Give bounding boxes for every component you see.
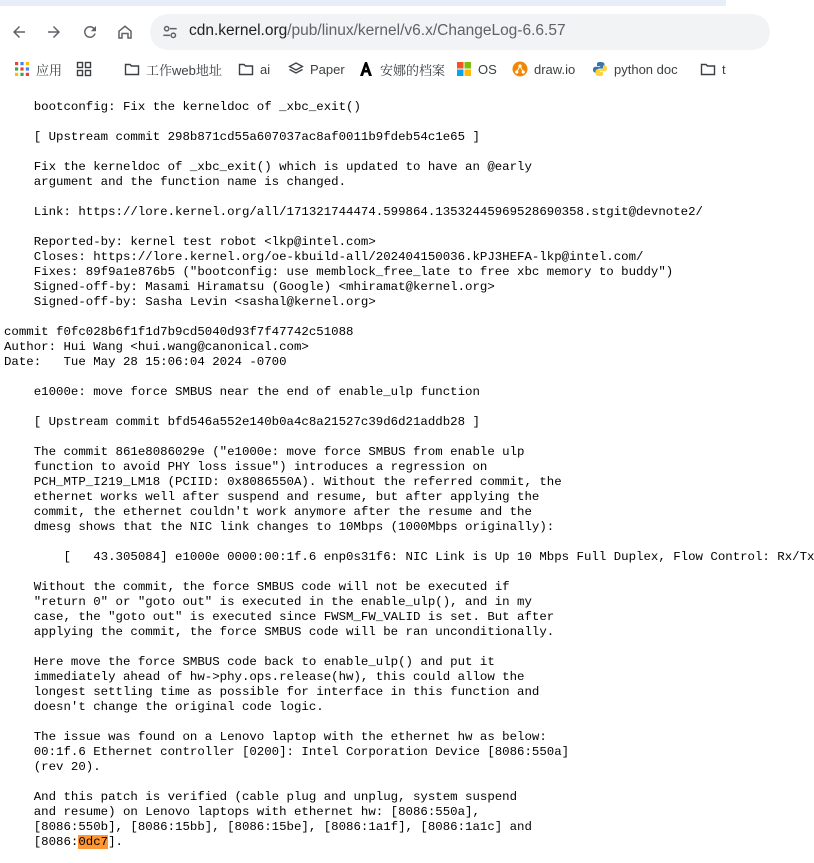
changelog-line: [ Upstream commit 298b871cd55a607037ac8af0011b9fdeb54c1e65 ] (33, 130, 480, 144)
changelog-line: Signed-off-by: Sasha Levin <sashal@kernel.org> (33, 295, 376, 309)
navigation-bar (0, 10, 726, 54)
windows-logo-icon (456, 61, 472, 77)
changelog-line: PCH_MTP_I219_LM18 (PCIID: 0x8086550A). Without the referred commit, the (33, 475, 562, 489)
bookmark-label: t (722, 61, 726, 77)
changelog-line: doesn't change the original code logic. (33, 700, 324, 714)
bookmark-folder-work[interactable] (124, 58, 222, 80)
bookmarks-bar (0, 56, 726, 82)
changelog-line: Without the commit, the force SMBUS code will not be executed if (33, 580, 510, 594)
bookmark-label: draw.io (534, 61, 576, 77)
bookmark-annas-archive[interactable] (358, 58, 445, 80)
arrow-left-icon (10, 23, 28, 41)
bookmark-label: ai (260, 61, 271, 77)
folder-icon (700, 61, 716, 77)
browser-chrome (0, 0, 726, 94)
changelog-line: Signed-off-by: Masami Hiramatsu (Google) <mhiramat@kernel.org> (33, 280, 495, 294)
changelog-last-line: [8086:0dc7]. (4, 835, 123, 849)
changelog-line: dmesg shows that the NIC link changes to 10Mbps (1000Mbps originally): (33, 520, 555, 534)
changelog-line: ethernet works well after suspend and resume, but after applying the (33, 490, 540, 504)
page-content (0, 94, 814, 863)
home-icon (116, 23, 134, 41)
bookmark-label: python doc (614, 61, 678, 77)
changelog-line: Fix the kerneldoc of _xbc_exit() which is updated to have an @early (33, 160, 532, 174)
tab-groups-icon (76, 61, 92, 77)
bookmark-label: OS (478, 61, 497, 77)
changelog-line: longest settling time as possible for interface in this function and (33, 685, 540, 699)
bookmark-os[interactable] (456, 58, 497, 80)
changelog-text (0, 94, 814, 850)
changelog-line: "return 0" or "goto out" is executed in the enable_ulp(), and in my (33, 595, 532, 609)
find-highlight: 0dc7 (78, 835, 109, 849)
changelog-line: [ Upstream commit bfd546a552e140b0a4c8a21527c39d6d21addb28 ] (33, 415, 480, 429)
bookmark-python-doc[interactable] (592, 58, 678, 80)
arrow-right-icon (45, 23, 63, 41)
site-info-icon[interactable] (160, 22, 180, 42)
bookmark-label: 安娜的档案 (380, 62, 446, 78)
changelog-line: Link: https://lore.kernel.org/all/171321744474.599864.13532445969528690358.stgit@devnote2/ (33, 205, 703, 219)
letter-a-icon (358, 61, 374, 77)
changelog-line: (rev 20). (33, 760, 101, 774)
drawio-icon (512, 61, 528, 77)
changelog-line: [8086:550b], [8086:15bb], [8086:15be], [8086:1a1f], [8086:1a1c] and (33, 820, 532, 834)
changelog-line: argument and the function name is changed. (33, 175, 347, 189)
bookmark-label: Paper (310, 61, 345, 77)
changelog-line: Date: Tue May 28 15:06:04 2024 -0700 (4, 355, 287, 369)
changelog-line: Closes: https://lore.kernel.org/oe-kbuild-all/202404150036.kPJ3HEFA-lkp@intel.com/ (33, 250, 644, 264)
changelog-line: Reported-by: kernel test robot <lkp@intel.com> (33, 235, 376, 249)
bookmark-label: 工作web地址 (146, 62, 222, 78)
bookmark-tab-groups[interactable] (76, 58, 98, 80)
changelog-line: 00:1f.6 Ethernet controller [0200]: Intel Corporation Device [8086:550a] (33, 745, 570, 759)
forward-button[interactable] (38, 16, 70, 48)
bookmark-paper[interactable] (288, 58, 345, 80)
changelog-line: e1000e: move force SMBUS near the end of enable_ulp function (33, 385, 480, 399)
changelog-line: Fixes: 89f9a1e876b5 ("bootconfig: use memblock_free_late to free xbc memory to buddy") (33, 265, 674, 279)
url-path: /pub/linux/kernel/v6.x/ChangeLog-6.6.57 (287, 22, 566, 39)
changelog-line: immediately ahead of hw->phy.ops.release(hw), this could allow the (33, 670, 525, 684)
back-button[interactable] (3, 16, 35, 48)
bookmark-drawio[interactable] (512, 58, 575, 80)
layers-icon (288, 61, 304, 77)
changelog-line: And this patch is verified (cable plug and unplug, system suspend (33, 790, 518, 804)
reload-button[interactable] (74, 16, 106, 48)
apps-grid-icon (14, 61, 30, 77)
url-text[interactable] (189, 22, 566, 40)
changelog-line: The commit 861e8086029e ("e1000e: move force SMBUS from enable ulp (33, 445, 525, 459)
changelog-line: case, the "goto out" is executed since FWSM_FW_VALID is set. But after (33, 610, 555, 624)
home-button[interactable] (109, 16, 141, 48)
bookmark-folder-t[interactable] (700, 58, 726, 80)
changelog-line: bootconfig: Fix the kerneldoc of _xbc_exit() (33, 100, 361, 114)
changelog-line: Author: Hui Wang <hui.wang@canonical.com> (4, 340, 309, 354)
changelog-line: [ 43.305084] e1000e 0000:00:1f.6 enp0s31f6: NIC Link is Up 10 Mbps Full Duplex, Flow Control: Rx/Tx (63, 550, 814, 564)
folder-icon (124, 61, 140, 77)
reload-icon (81, 23, 99, 41)
changelog-line: commit f0fc028b6f1f1d7b9cd5040d93f7f47742c51088 (4, 325, 354, 339)
changelog-line: The issue was found on a Lenovo laptop with the ethernet hw as below: (33, 730, 547, 744)
changelog-line: Here move the force SMBUS code back to enable_ulp() and put it (33, 655, 495, 669)
python-logo-icon (592, 61, 608, 77)
changelog-line: and resume) on Lenovo laptops with ethernet hw: [8086:550a], (33, 805, 480, 819)
address-bar[interactable] (150, 14, 770, 50)
tab-strip-edge (0, 0, 726, 6)
folder-icon (238, 61, 254, 77)
bookmark-apps[interactable] (14, 58, 62, 80)
url-host: cdn.kernel.org (189, 22, 288, 39)
bookmark-folder-ai[interactable] (238, 58, 270, 80)
changelog-lines (4, 100, 814, 834)
changelog-line: commit, the ethernet couldn't work anymore after the resume and the (33, 505, 532, 519)
changelog-line: applying the commit, the force SMBUS code will be ran unconditionally. (33, 625, 555, 639)
changelog-line: function to avoid PHY loss issue") introduces a regression on (33, 460, 488, 474)
bookmark-label: 应用 (36, 62, 63, 78)
